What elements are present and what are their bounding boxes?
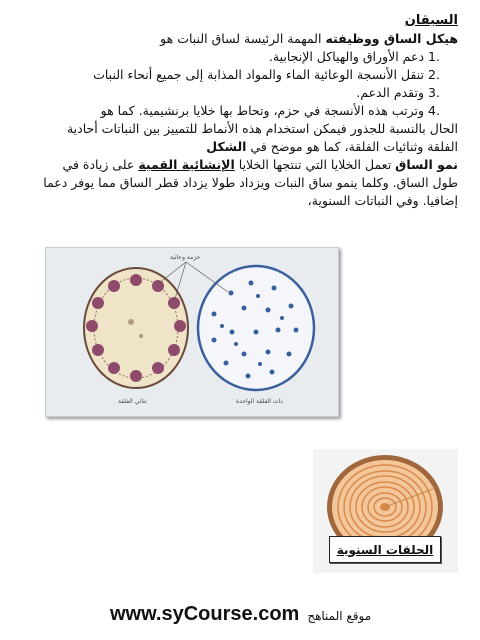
stem-structure-paragraph: [14, 30, 458, 47]
list-number: .2: [428, 67, 440, 82]
paragraph-line: إضافيا. وفي النباتات السنوية،: [307, 193, 458, 208]
dicot-label: ثنائي الفلقة: [118, 398, 147, 405]
stem-structure-heading: هيكل الساق ووظيفته: [325, 31, 458, 46]
footer-website[interactable]: www.syCourse.com: [110, 603, 300, 625]
footer: [110, 603, 440, 633]
paragraph-line: [14, 138, 458, 155]
section-title: السيقان: [404, 13, 458, 28]
list-text: تنقل الأنسجة الوعائية الماء والمواد المذابة إلى جميع أنحاء النبات: [93, 67, 425, 82]
list-item: [14, 84, 450, 101]
list-item: [14, 48, 450, 65]
footer-tagline: موقع المناهج: [307, 609, 372, 623]
dicot-stem-section: [84, 268, 188, 388]
apical-meristem-term: الإنشائية القمية: [138, 157, 235, 172]
stem-cross-section-illustration: [46, 248, 338, 416]
stem-growth-paragraph: [14, 156, 458, 173]
list-number: .4: [428, 103, 440, 118]
vascular-bundle-label: حزمة وعائية: [170, 254, 201, 261]
stem-growth-text: تعمل الخلايا التي تنتجها الخلايا: [234, 157, 396, 172]
paragraph-text: الفلقة وثنائيات الفلقة، كما هو موضح في: [246, 139, 458, 154]
paragraph-line: الحال بالنسبة للجذور فيمكن استخدام هذه الأنماط للتمييز بين النباتات أحادية: [66, 121, 458, 136]
list-text: دعم الأوراق والهياكل الإنجابية.: [268, 49, 425, 64]
list-item: [14, 102, 450, 119]
list-item: [14, 66, 450, 83]
list-text: وترتب هذه الأنسجة في حزم، وتحاط بها خلايا برنشيمية. كما هو: [100, 103, 425, 118]
stem-growth-text: على زيادة في: [62, 157, 139, 172]
list-number: .3: [428, 85, 440, 100]
stem-cross-section-figure: [45, 247, 339, 417]
figure-reference: الشكل: [206, 139, 247, 154]
list-number: .1: [428, 49, 440, 64]
list-text: وتقدم الدعم.: [356, 85, 425, 100]
stem-growth-heading: نمو الساق: [395, 157, 458, 172]
stem-structure-intro: المهمة الرئيسة لساق النبات هو: [160, 31, 326, 46]
monocot-label: ذات الفلقة الواحدة: [236, 398, 283, 405]
paragraph-line: طول الساق. وكلما ينمو ساق النبات ويزداد طولا يزداد قطر الساق مما يوفر دعما: [43, 175, 458, 190]
tree-rings-caption: الحلقات السنوية: [329, 536, 441, 563]
monocot-stem-section: [198, 266, 314, 390]
